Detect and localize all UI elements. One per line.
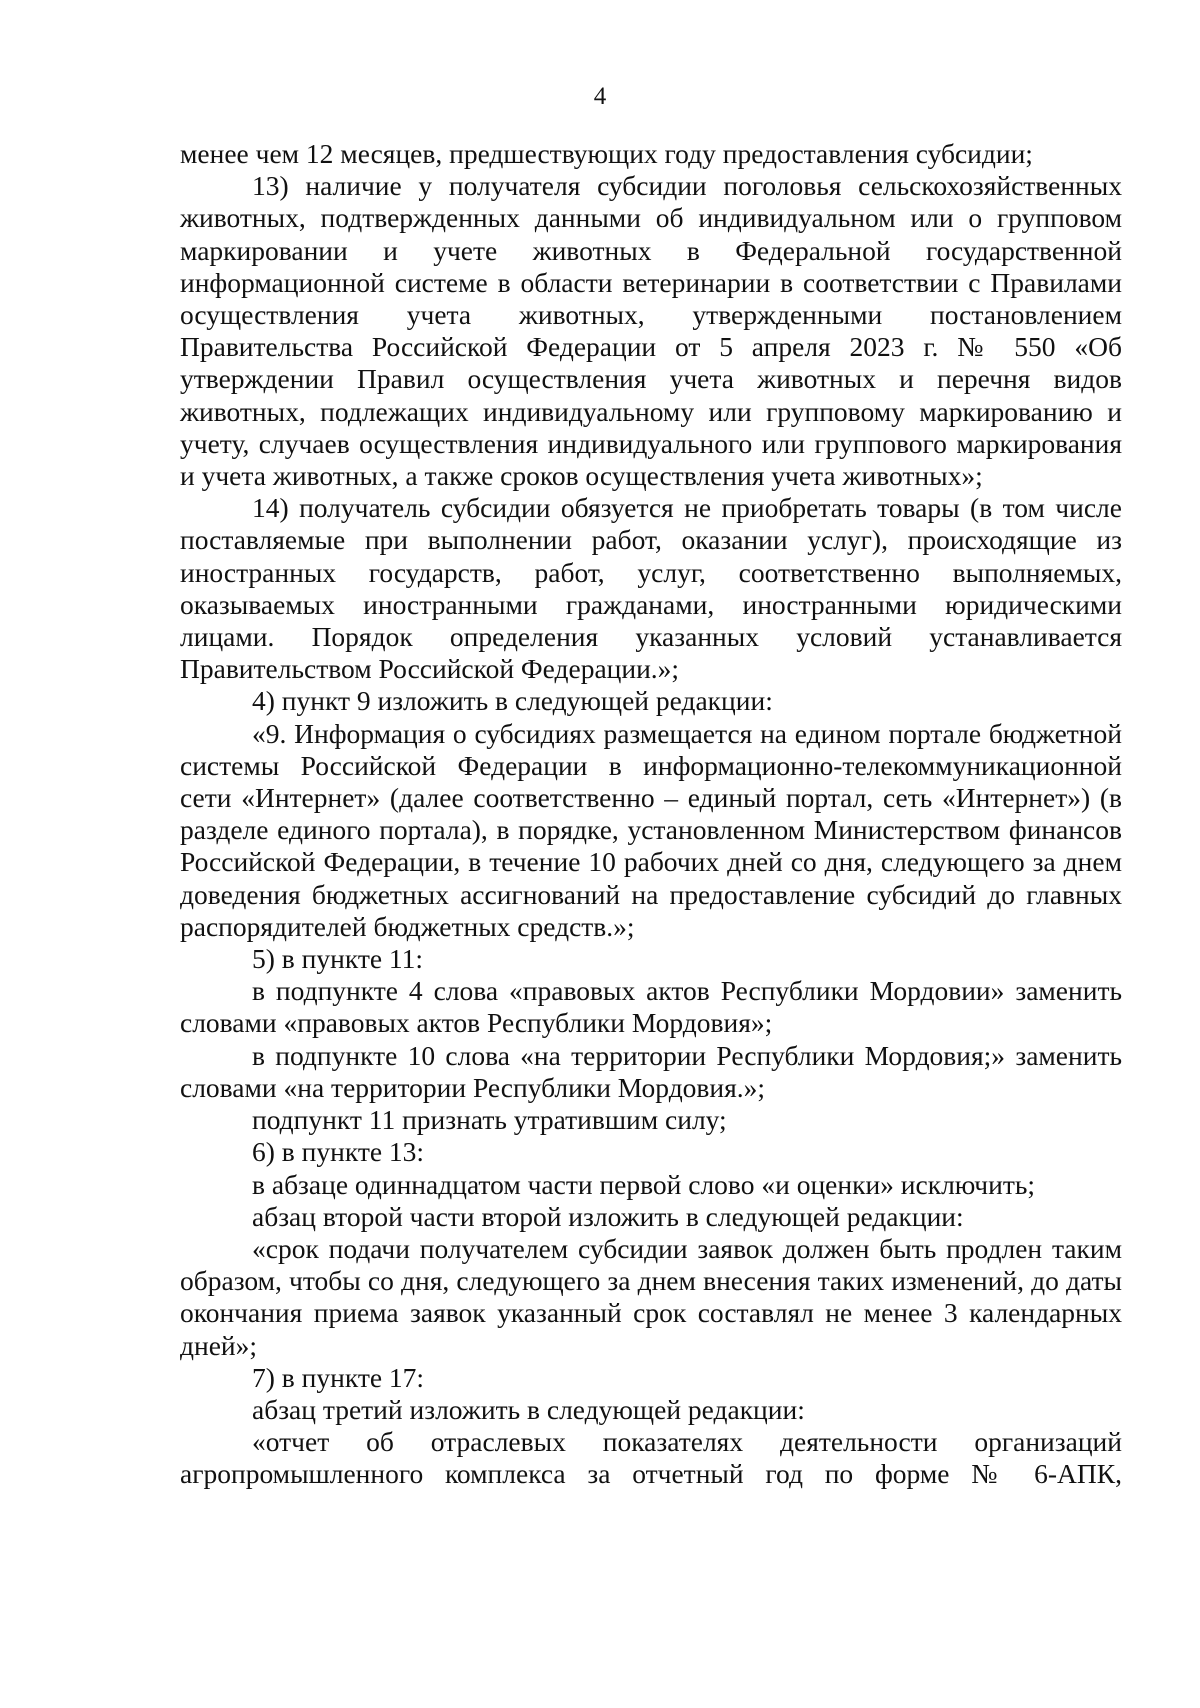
paragraph-subpoint-11: подпункт 11 признать утратившим силу; <box>252 1104 727 1136</box>
paragraph-abzac-2: абзац второй части второй изложить в следующей редакции: <box>252 1200 964 1232</box>
paragraph-deadline-text: «срок подачи получателем субсидии заявок должен быть продлен таким образом, чтобы со дня, следующего за днем внесения таких изменений, до даты окончания приема заявок указанный срок составлял не менее 3 календарных дней»; <box>180 1232 1122 1361</box>
page-number: 4 <box>593 83 607 110</box>
paragraph-item-14: 14) получатель субсидии обязуется не приобретать товары (в том числе поставляемые при выполнении работ, оказании услуг), происходящие из иностранных государств, работ, услуг, соответственно выполняемых, оказываемых иностранными гражданами, иностранными юридическими лицами. Порядок определения указанных условий устанавливается Правительством Российской Федерации.»; <box>180 492 1122 685</box>
paragraph-amendment-6: 6) в пункте 13: <box>252 1136 425 1168</box>
paragraph-abzac-3: абзац третий изложить в следующей редакции: <box>252 1393 805 1425</box>
paragraph-report-text: «отчет об отраслевых показателях деятельности организаций агропромышленного комплекса за отчетный год по форме № 6-АПК, <box>180 1426 1122 1490</box>
paragraph-amendment-7: 7) в пункте 17: <box>252 1361 425 1393</box>
paragraph-subpoint-10: в подпункте 10 слова «на территории Республики Мордовия;» заменить словами «на территории Республики Мордовия.»; <box>180 1039 1122 1103</box>
document-body <box>180 138 1122 1491</box>
paragraph-subpoint-4: в подпункте 4 слова «правовых актов Республики Мордовии» заменить словами «правовых актов Республики Мордовия»; <box>180 975 1122 1039</box>
paragraph-amendment-4: 4) пункт 9 изложить в следующей редакции: <box>252 685 773 717</box>
paragraph-amendment-5: 5) в пункте 11: <box>252 943 424 975</box>
paragraph-item-13: 13) наличие у получателя субсидии поголовья сельскохозяйственных животных, подтвержденных данными об индивидуальном или о групповом маркировании и учете животных в Федеральной государственной информационной системе в области ветеринарии в соответствии с Правилами осуществления учета животных, утвержденными постановлением Правительства Российской Федерации от 5 апреля 2023 г. № 550 «Об утверждении Правил осуществления учета животных и перечня видов животных, подлежащих индивидуальному или групповому маркированию и учету, случаев осуществления индивидуального или группового маркирования и учета животных, а также сроков осуществления учета животных»; <box>180 170 1122 492</box>
paragraph-point-9-text: «9. Информация о субсидиях размещается на едином портале бюджетной системы Российской Федерации в информационно-телекоммуникационной сети «Интернет» (далее соответственно – единый портал, сеть «Интернет») (в разделе единого портала), в порядке, установленном Министерством финансов Российской Федерации, в течение 10 рабочих дней со дня, следующего за днем доведения бюджетных ассигнований на предоставление субсидий до главных распорядителей бюджетных средств.»; <box>180 717 1122 942</box>
paragraph-abzac-11: в абзаце одиннадцатом части первой слово «и оценки» исключить; <box>252 1168 1036 1200</box>
paragraph-continuation: менее чем 12 месяцев, предшествующих году предоставления субсидии; <box>180 138 1033 169</box>
